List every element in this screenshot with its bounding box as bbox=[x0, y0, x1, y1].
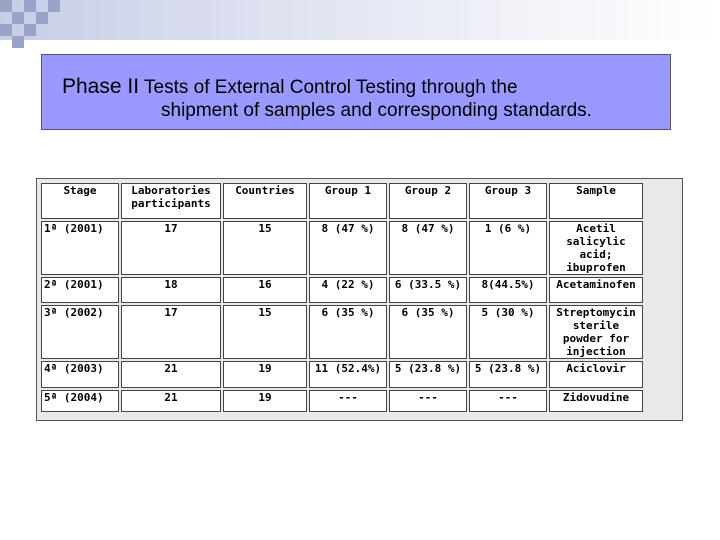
cell-group-1: 11 (52.4%) bbox=[309, 361, 387, 388]
slide-title-box bbox=[41, 54, 671, 130]
header-countries: Countries bbox=[223, 183, 307, 219]
cell-group-2: 6 (35 %) bbox=[389, 305, 467, 359]
cell-countries: 19 bbox=[223, 361, 307, 388]
cell-sample: Zidovudine bbox=[549, 390, 643, 412]
header-group-2: Group 2 bbox=[389, 183, 467, 219]
cell-countries: 15 bbox=[223, 221, 307, 275]
table-row bbox=[41, 277, 643, 303]
table-row bbox=[41, 305, 643, 359]
cell-countries: 15 bbox=[223, 305, 307, 359]
cell-countries: 16 bbox=[223, 277, 307, 303]
table-row bbox=[41, 221, 643, 275]
cell-group-1: --- bbox=[309, 390, 387, 412]
cell-sample: Streptomycin sterile powder for injection bbox=[549, 305, 643, 359]
header-laboratories: Laboratories participants bbox=[121, 183, 221, 219]
phase-label: Phase II bbox=[62, 75, 140, 98]
cell-stage: 3ª (2002) bbox=[41, 305, 119, 359]
cell-countries: 19 bbox=[223, 390, 307, 412]
table-header-row bbox=[41, 183, 643, 219]
header-gradient-band bbox=[0, 0, 720, 40]
cell-laboratories: 18 bbox=[121, 277, 221, 303]
decorative-checker-pattern bbox=[0, 0, 60, 48]
cell-group-1: 8 (47 %) bbox=[309, 221, 387, 275]
cell-stage: 5ª (2004) bbox=[41, 390, 119, 412]
slide-title-line-2: shipment of samples and corresponding standards. bbox=[161, 100, 592, 121]
results-table-frame bbox=[36, 178, 683, 421]
cell-group-2: 6 (33.5 %) bbox=[389, 277, 467, 303]
cell-group-1: 4 (22 %) bbox=[309, 277, 387, 303]
cell-group-3: 8(44.5%) bbox=[469, 277, 547, 303]
cell-group-1: 6 (35 %) bbox=[309, 305, 387, 359]
header-group-3: Group 3 bbox=[469, 183, 547, 219]
cell-group-3: --- bbox=[469, 390, 547, 412]
header-sample: Sample bbox=[549, 183, 643, 219]
cell-group-3: 5 (23.8 %) bbox=[469, 361, 547, 388]
title-line-1-text: Tests of External Control Testing through the bbox=[139, 77, 518, 98]
cell-group-3: 1 (6 %) bbox=[469, 221, 547, 275]
cell-group-2: 5 (23.8 %) bbox=[389, 361, 467, 388]
table-row bbox=[41, 390, 643, 412]
cell-sample: Aciclovir bbox=[549, 361, 643, 388]
cell-stage: 2ª (2001) bbox=[41, 277, 119, 303]
cell-group-2: 8 (47 %) bbox=[389, 221, 467, 275]
header-group-1: Group 1 bbox=[309, 183, 387, 219]
cell-group-2: --- bbox=[389, 390, 467, 412]
results-table bbox=[39, 181, 645, 414]
cell-laboratories: 21 bbox=[121, 361, 221, 388]
cell-stage: 1ª (2001) bbox=[41, 221, 119, 275]
cell-laboratories: 21 bbox=[121, 390, 221, 412]
cell-laboratories: 17 bbox=[121, 221, 221, 275]
cell-sample: Acetil salicylic acid; ibuprofen bbox=[549, 221, 643, 275]
cell-stage: 4ª (2003) bbox=[41, 361, 119, 388]
cell-laboratories: 17 bbox=[121, 305, 221, 359]
header-stage: Stage bbox=[41, 183, 119, 219]
cell-sample: Acetaminofen bbox=[549, 277, 643, 303]
cell-group-3: 5 (30 %) bbox=[469, 305, 547, 359]
table-row bbox=[41, 361, 643, 388]
slide-title-line-1 bbox=[62, 75, 518, 99]
